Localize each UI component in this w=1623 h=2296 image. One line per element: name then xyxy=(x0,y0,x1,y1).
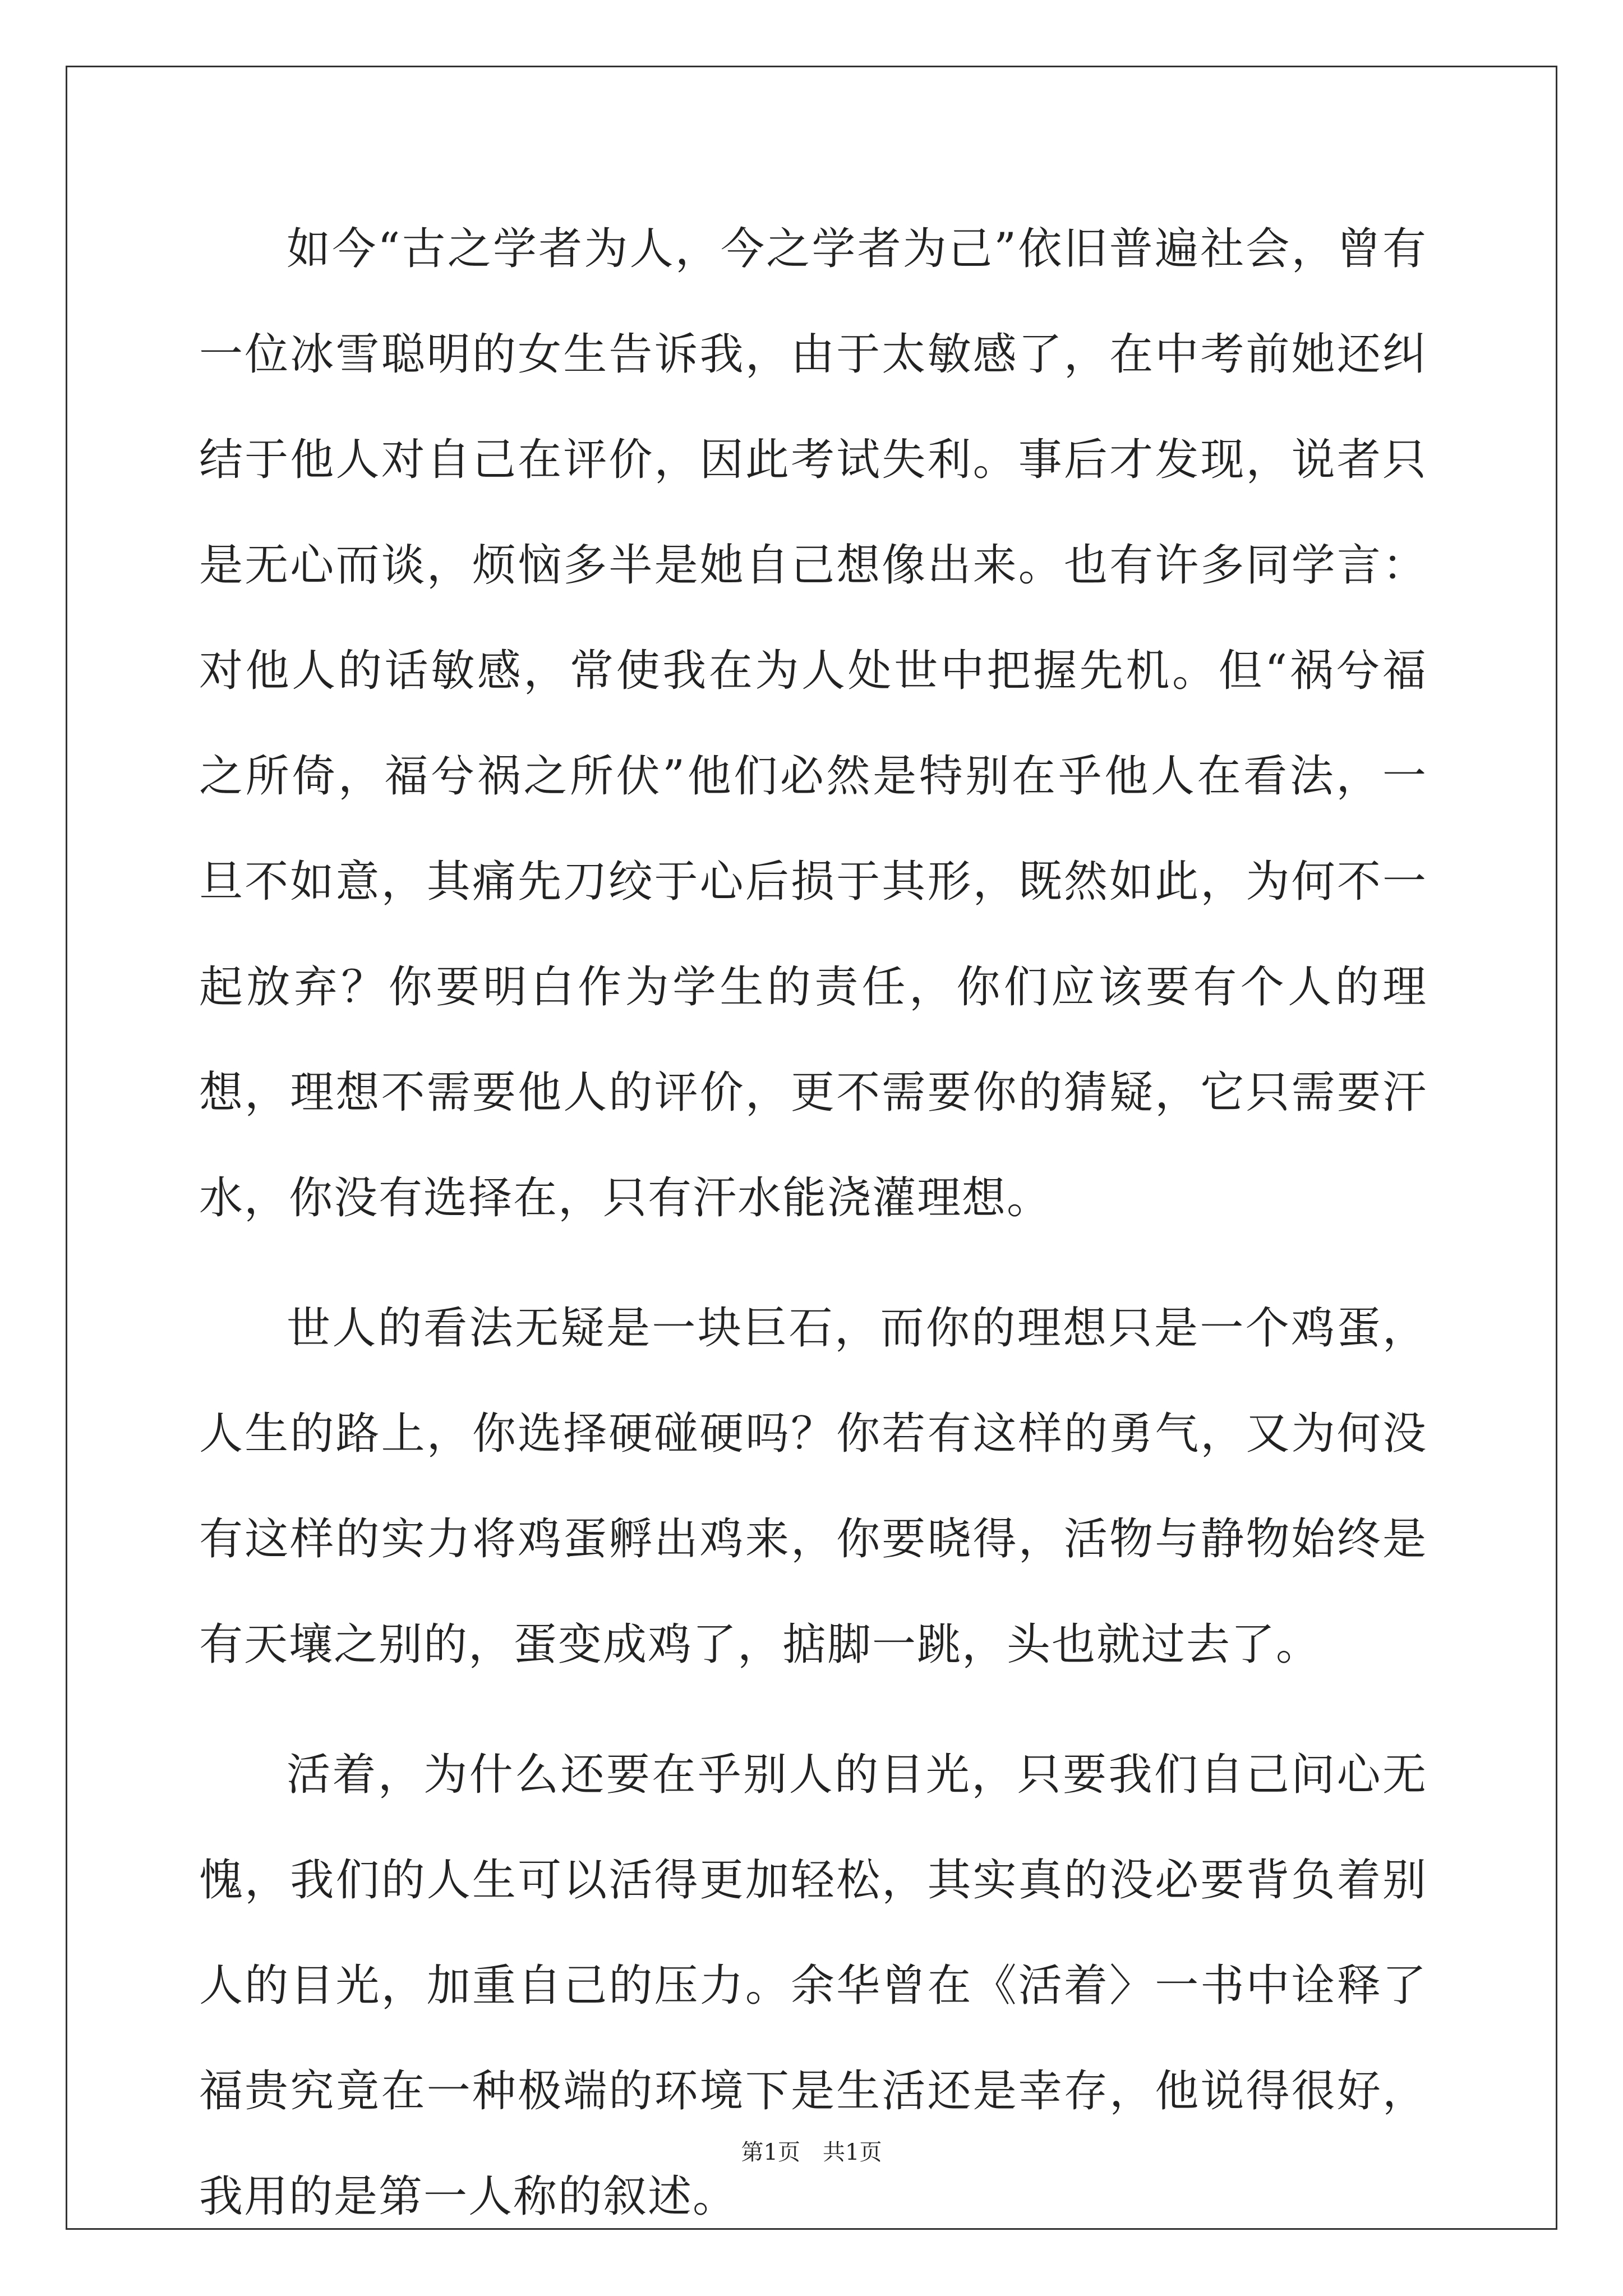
paragraph: 世人的看法无疑是一块巨石，而你的理想只是一个鸡蛋，人生的路上，你选择硬碰硬吗？你若有这样的勇气，又为何没有这样的实力将鸡蛋孵出鸡来，你要晓得，活物与静物始终是有天壤之别的，蛋变成鸡了，掂脚一跳，头也就过去了。 xyxy=(199,1303,1427,1670)
paragraph: 活着，为什么还要在乎别人的目光，只要我们自己问心无愧，我们的人生可以活得更加轻松，其实真的没必要背负着别人的目光，加重自己的压力。余华曾在《活着〉一书中诠释了福贵究竟在一种极端的环境下是生活还是幸存，他说得很好，我用的是第一人称的叙述。 xyxy=(199,1750,1427,2222)
paragraph: 如今“古之学者为人，今之学者为己”依旧普遍社会，曾有一位冰雪聪明的女生告诉我，由于太敏感了，在中考前她还纠结于他人对自己在评价，因此考试失利。事后才发现，说者只是无心而谈，烦恼多半是她自己想像出来。也有许多同学言：对他人的话敏感，常使我在为人处世中把握先机。但“祸兮福之所倚，福兮祸之所伏”他们必然是特别在乎他人在看法，一旦不如意，其痛先刀绞于心后损于其形，既然如此，为何不一起放弃？你要明白作为学生的责任，你们应该要有个人的理想，理想不需要他人的评价，更不需要你的猜疑，它只需要汗水，你没有选择在，只有汗水能浇灌理想。 xyxy=(199,224,1427,1223)
document-body xyxy=(199,196,1427,2274)
page-footer: 第1页 共1页 xyxy=(741,2139,882,2165)
